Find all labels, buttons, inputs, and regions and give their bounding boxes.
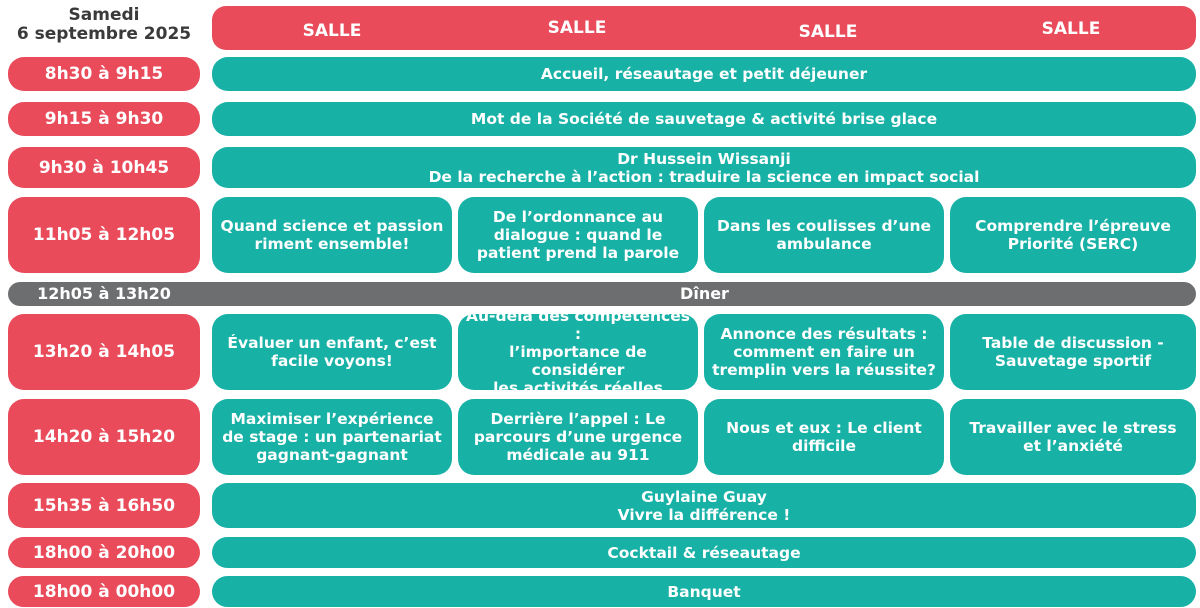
session-card: De l’ordonnance au dialogue : quand le patient prend la parole (458, 197, 698, 273)
time-slot: 15h35 à 16h50 (8, 483, 200, 528)
day-name: Samedi (68, 5, 140, 25)
session-card: Quand science et passion riment ensemble! (212, 197, 452, 273)
time-slot: 8h30 à 9h15 (8, 57, 200, 91)
lunch-bar (8, 282, 1196, 306)
session-card: Table de discussion - Sauvetage sportif (950, 314, 1196, 390)
salle-label-3: SALLE (798, 22, 858, 42)
session-card: Dans les coulisses d’une ambulance (704, 197, 944, 273)
session-full-width: Mot de la Société de sauvetage & activité brise glace (212, 102, 1196, 136)
time-slot: 13h20 à 14h05 (8, 314, 200, 390)
session-full-width: Guylaine Guay Vivre la différence ! (212, 483, 1196, 528)
session-full-width: Cocktail & réseautage (212, 537, 1196, 568)
salle-label-1: SALLE (302, 21, 362, 41)
salle-label-4: SALLE (1041, 19, 1101, 39)
day-date: 6 septembre 2025 (16, 24, 192, 44)
time-slot: 9h15 à 9h30 (8, 102, 200, 136)
session-card: Comprendre l’épreuve Priorité (SERC) (950, 197, 1196, 273)
lunch-time: 12h05 à 13h20 (37, 284, 171, 303)
time-slot: 9h30 à 10h45 (8, 147, 200, 188)
session-full-width: Dr Hussein Wissanji De la recherche à l’action : traduire la science en impact social (212, 147, 1196, 188)
session-full-width: Banquet (212, 576, 1196, 607)
time-slot: 18h00 à 20h00 (8, 537, 200, 568)
lunch-label: Dîner (680, 284, 729, 303)
time-slot: 18h00 à 00h00 (8, 576, 200, 607)
session-full-width: Accueil, réseautage et petit déjeuner (212, 57, 1196, 91)
session-card: Maximiser l’expérience de stage : un partenariat gagnant-gagnant (212, 399, 452, 475)
time-slot: 14h20 à 15h20 (8, 399, 200, 475)
session-card: Annonce des résultats : comment en faire un tremplin vers la réussite? (704, 314, 944, 390)
time-slot: 11h05 à 12h05 (8, 197, 200, 273)
session-card: Nous et eux : Le client difficile (704, 399, 944, 475)
session-card: Travailler avec le stress et l’anxiété (950, 399, 1196, 475)
day-heading (6, 6, 202, 54)
session-card: Au-delà des compétences : l’importance de considérer les activités réelles (458, 314, 698, 390)
session-card: Évaluer un enfant, c’est facile voyons! (212, 314, 452, 390)
salle-header-bar (212, 6, 1196, 50)
session-card: Derrière l’appel : Le parcours d’une urgence médicale au 911 (458, 399, 698, 475)
salle-label-2: SALLE (547, 18, 607, 38)
